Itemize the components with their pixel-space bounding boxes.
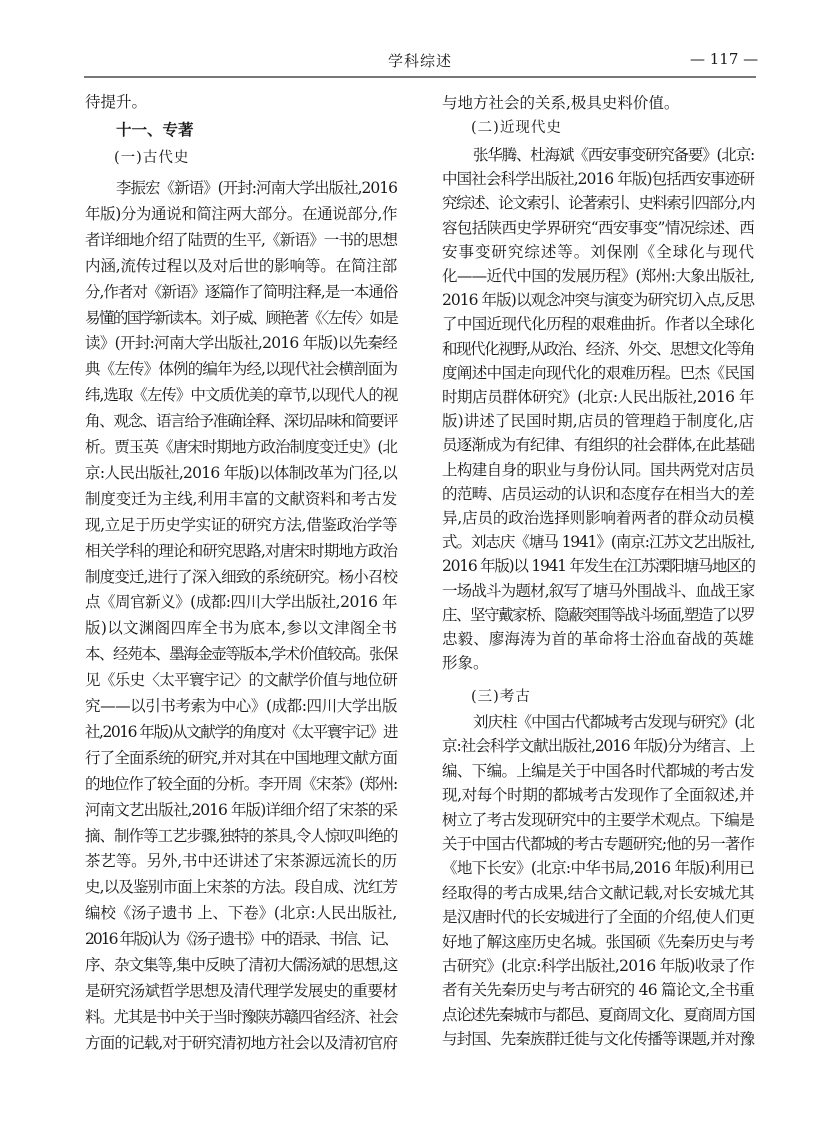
paragraph-line: 者详细地介绍了陆贾的生平,《新语》一书的思想 — [85, 230, 397, 249]
paragraph-line: 刘庆柱《中国古代都城考古发现与研究》(北 — [473, 713, 754, 731]
paragraph-line: 形象。 — [442, 654, 489, 673]
paragraph-line: 行了全面系统的研究,并对其在中国地理文献方面 — [85, 748, 397, 767]
paragraph-line: 分,作者对《新语》逐篇作了简明注释,是一本通俗 — [85, 282, 398, 301]
continuation-text: 待提升。 — [85, 93, 148, 111]
paragraph-line: 《地下长安》(北京:中华书局,2016 年版)利用已 — [442, 859, 754, 878]
paragraph-line: 年版)分为通说和简注两大部分。在通说部分,作 — [85, 204, 397, 223]
paragraph-line: 现,对每个时期的都城考古发现作了全面叙述,并 — [442, 786, 754, 805]
paragraph-line: 异,店员的政治选择则影响着两者的群众动员模 — [442, 509, 754, 527]
paragraph-line: 析。贾玉英《唐宋时期地方政治制度变迁史》(北 — [85, 438, 397, 456]
paragraph-line: 料。尤其是书中关于当时豫陕苏赣四省经济、社会 — [85, 1007, 397, 1026]
paragraph-line: 点《周官新义》(成都:四川大学出版社,2016 年 — [85, 593, 397, 612]
paragraph-line: 张华腾、杜海斌《西安事变研究备要》(北京: — [473, 146, 754, 164]
paragraph-line: 上构建自身的职业与身份认同。国共两党对店员 — [442, 460, 754, 479]
paragraph-line: 安事变研究综述等。刘保刚《全球化与现代 — [442, 242, 754, 261]
paragraph-line: 方面的记载,对于研究清初地方社会以及清初官府 — [85, 1033, 397, 1052]
paragraph-line: 易懂的国学新读本。刘子威、顾艳著《〈左传〉如是 — [85, 308, 397, 327]
paragraph-line: 与封国、先秦族群迁徙与文化传播等课题,并对豫 — [442, 1030, 754, 1049]
paragraph-line: 的范畴、店员运动的认识和态度存在相当大的差 — [442, 484, 754, 503]
paragraph-line: 史,以及鉴别市面上宋茶的方法。段自成、沈红芳 — [85, 878, 397, 897]
subsection-heading: (三)考古 — [471, 689, 531, 705]
continuation-text: 与地方社会的关系,极具史料价值。 — [442, 94, 680, 112]
paragraph-line: 经取得的考古成果,结合文献记载,对长安城尤其 — [442, 883, 754, 902]
paragraph-line: 社,2016 年版)从文献学的角度对《太平寰宇记》进 — [85, 722, 397, 741]
paragraph-line: 制度变迁为主线,利用丰富的文献资料和考古发 — [85, 489, 397, 508]
paragraph-line: 式。刘志庆《塘马 1941》(南京:江苏文艺出版社, — [442, 533, 754, 552]
paragraph-line: 河南文艺出版社,2016 年版)详细介绍了宋茶的采 — [85, 800, 397, 819]
subsection-heading: (二)近现代史 — [471, 120, 562, 136]
paragraph-line: 2016 年版)以观念冲突与演变为研究切入点,反思 — [442, 291, 754, 310]
running-header-title: 学科综述 — [387, 52, 452, 70]
page-number: — 117 — — [690, 50, 759, 68]
paragraph-line: 容包括陕西史学界研究“西安事变”情况综述、西 — [442, 218, 754, 237]
paragraph-line: 见《乐史〈太平寰宇记〉的文献学价值与地位研 — [85, 671, 397, 690]
paragraph-line: 究综述、论文索引、论著索引、史料索引四部分,内 — [442, 194, 754, 213]
paragraph-line: 了中国近现代化历程的艰难曲折。作者以全球化 — [442, 315, 754, 334]
paragraph-line: 编、下编。上编是关于中国各时代都城的考古发 — [442, 761, 754, 780]
paragraph-line: 纬,选取《左传》中文质优美的章节,以现代人的视 — [85, 386, 398, 405]
paragraph-line: 化——近代中国的发展历程》(郑州:大象出版社, — [442, 267, 754, 285]
paragraph-line: 忠毅、廖海涛为首的革命将士浴血奋战的英雄 — [442, 630, 754, 648]
paragraph-line: 京:人民出版社,2016 年版)以体制改革为门径,以 — [85, 463, 397, 482]
paragraph-line: 庄、坚守戴家桥、隐蔽突围等战斗场面,塑造了以罗 — [442, 605, 754, 624]
section-heading: 十一、专著 — [116, 120, 194, 139]
paragraph-line: 内涵,流传过程以及对后世的影响等。在简注部 — [85, 256, 397, 275]
paragraph-line: 编校《汤子遗书 上、下卷》(北京:人民出版社, — [85, 904, 397, 923]
paragraph-line: 摘、制作等工艺步骤,独特的茶具,令人惊叹叫绝的 — [85, 826, 398, 845]
paragraph-line: 版)以文渊阁四库全书为底本,参以文津阁全书 — [85, 619, 397, 638]
paragraph-line: 员逐渐成为有纪律、有组织的社会群体,在此基础 — [442, 436, 754, 455]
paragraph-line: 2016 年版)以 1941 年发生在江苏溧阳塘马地区的 — [442, 557, 755, 576]
paragraph-line: 的地位作了较全面的分析。李开周《宋茶》(郑州: — [85, 774, 397, 793]
paragraph-line: 关于中国古代都城的考古专题研究;他的另一著作 — [442, 835, 754, 853]
paragraph-line: 2016 年版)认为《汤子遗书》中的语录、书信、记、 — [85, 930, 397, 949]
header-rule — [84, 76, 756, 78]
paragraph-line: 和现代化视野,从政治、经济、外交、思想文化等角 — [442, 339, 754, 358]
paragraph-line: 京:社会科学文献出版社,2016 年版)分为绪言、上 — [442, 737, 754, 756]
paragraph-line: 茶艺等。另外,书中还讲述了宋茶源远流长的历 — [85, 852, 397, 871]
paragraph-line: 本、经苑本、墨海金壶等版本,学术价值较高。张保 — [85, 645, 397, 664]
paragraph-line: 制度变迁,进行了深入细致的系统研究。杨小召校 — [85, 567, 397, 586]
paragraph-line: 一场战斗为题材,叙写了塘马外围战斗、血战王家 — [442, 581, 754, 600]
subsection-heading: (一)古代史 — [114, 150, 190, 166]
paragraph-line: 树立了考古发现研究中的主要学术观点。下编是 — [442, 810, 754, 829]
paragraph-line: 究——以引书考索为中心》(成都:四川大学出版 — [85, 697, 397, 715]
paragraph-line: 李振宏《新语》(开封:河南大学出版社,2016 — [116, 179, 397, 197]
paragraph-line: 版)讲述了民国时期,店员的管理趋于制度化,店 — [442, 412, 754, 431]
paragraph-line: 序、杂文集等,集中反映了清初大儒汤斌的思想,这 — [85, 956, 398, 974]
paragraph-line: 者有关先秦历史与考古研究的 46 篇论文,全书重 — [442, 981, 754, 1000]
paragraph-line: 中国社会科学出版社,2016 年版)包括西安事迹研 — [442, 170, 754, 189]
paragraph-line: 好地了解这座历史名城。张国硕《先秦历史与考 — [442, 932, 754, 951]
paragraph-line: 是研究汤斌哲学思想及清代理学发展史的重要材 — [85, 981, 397, 1000]
paragraph-line: 古研究》(北京:科学出版社,2016 年版)收录了作 — [442, 957, 754, 975]
paragraph-line: 读》(开封:河南大学出版社,2016 年版)以先秦经 — [85, 334, 397, 353]
paragraph-line: 点论述先秦城市与都邑、夏商周文化、夏商周方国 — [442, 1005, 754, 1024]
paragraph-line: 角、观念、语言给予准确诠释、深切品味和简要评 — [85, 412, 397, 431]
paragraph-line: 是汉唐时代的长安城进行了全面的介绍,使人们更 — [442, 908, 754, 927]
paragraph-line: 时期店员群体研究》(北京:人民出版社,2016 年 — [442, 388, 754, 406]
paragraph-line: 典《左传》体例的编年为经,以现代社会横剖面为 — [85, 360, 397, 379]
paragraph-line: 相关学科的理论和研究思路,对唐宋时期地方政治 — [85, 541, 397, 560]
paragraph-line: 度阐述中国走向现代化的艰难历程。巴杰《民国 — [442, 363, 754, 382]
paragraph-line: 现,立足于历史学实证的研究方法,借鉴政治学等 — [85, 515, 397, 534]
